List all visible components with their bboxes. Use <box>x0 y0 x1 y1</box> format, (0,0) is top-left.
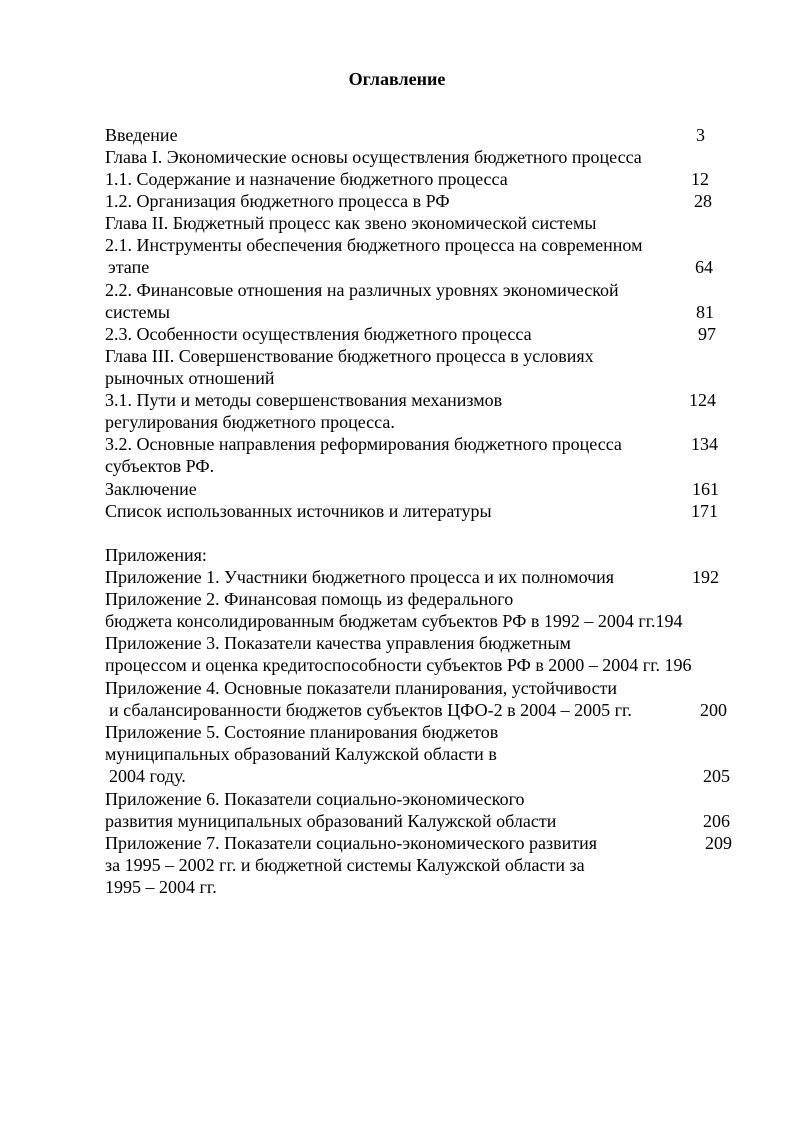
toc-entry-3-1-line1: 3.1. Пути и методы совершенствования механизмов <box>105 390 503 410</box>
appendix-6-page: 206 <box>703 811 730 831</box>
toc-entry-2-1-line2: этапе <box>108 257 150 277</box>
appendix-2-line2: бюджета консолидированным бюджетам субъектов РФ в 1992 – 2004 гг.194 <box>105 611 683 631</box>
toc-page-3-2: 134 <box>691 434 718 454</box>
appendix-5-line3: 2004 году. <box>109 766 186 786</box>
toc-entry-3-2-line1: 3.2. Основные направления реформирования бюджетного процесса <box>105 434 622 454</box>
toc-entry-2-3: 2.3. Особенности осуществления бюджетного процесса <box>105 324 532 344</box>
toc-entry-3-2-line2: субъектов РФ. <box>105 456 215 476</box>
toc-chapter-3-line1: Глава III. Совершенствование бюджетного процесса в условиях <box>105 346 594 366</box>
toc-chapter-3-line2: рыночных отношений <box>105 368 275 388</box>
toc-page-2-2: 81 <box>696 302 714 322</box>
toc-entry-2-2-line1: 2.2. Финансовые отношения на различных уровнях экономической <box>105 280 619 300</box>
appendices-heading: Приложения: <box>105 545 207 565</box>
appendix-6-line2: развития муниципальных образований Калужской области <box>105 811 557 831</box>
toc-page-1-2: 28 <box>694 191 712 211</box>
toc-page-intro: 3 <box>696 125 705 145</box>
toc-page-2-3: 97 <box>698 324 716 344</box>
appendix-7-line3: 1995 – 2004 гг. <box>105 877 217 897</box>
toc-chapter-2: Глава II. Бюджетный процесс как звено экономической системы <box>105 213 597 233</box>
appendix-4-line1: Приложение 4. Основные показатели планирования, устойчивости <box>105 678 618 698</box>
toc-entry-2-2-line2: системы <box>105 302 170 322</box>
appendix-5-line2: муниципальных образований Калужской области в <box>105 744 497 764</box>
toc-page-conclusion: 161 <box>692 479 719 499</box>
appendix-5-page: 205 <box>703 766 730 786</box>
toc-entry-1-2: 1.2. Организация бюджетного процесса в РФ <box>105 191 450 211</box>
appendix-5-line1: Приложение 5. Состояние планирования бюджетов <box>105 722 499 742</box>
appendix-3-line2: процессом и оценка кредитоспособности субъектов РФ в 2000 – 2004 гг. 196 <box>105 655 692 675</box>
appendix-4-page: 200 <box>700 700 727 720</box>
appendix-3-line1: Приложение 3. Показатели качества управления бюджетным <box>105 633 571 653</box>
appendix-7-page: 209 <box>705 833 732 853</box>
appendix-7-line1: Приложение 7. Показатели социально-экономического развития <box>105 833 598 853</box>
appendix-1-page: 192 <box>692 567 719 587</box>
toc-entry-intro: Введение <box>105 125 178 145</box>
appendix-6-line1: Приложение 6. Показатели социально-экономического <box>105 789 525 809</box>
toc-page-3-1: 124 <box>689 390 716 410</box>
toc-chapter-1: Глава I. Экономические основы осуществления бюджетного процесса <box>105 147 642 167</box>
appendix-2-line1: Приложение 2. Финансовая помощь из федерального <box>105 589 514 609</box>
toc-entry-references: Список использованных источников и литературы <box>105 501 492 521</box>
appendix-1: Приложение 1. Участники бюджетного процесса и их полномочия <box>105 567 615 587</box>
toc-page-1-1: 12 <box>691 169 709 189</box>
appendix-7-line2: за 1995 – 2002 гг. и бюджетной системы Калужской области за <box>105 855 585 875</box>
toc-entry-1-1: 1.1. Содержание и назначение бюджетного процесса <box>105 169 508 189</box>
toc-page-references: 171 <box>691 501 718 521</box>
toc-page-2-1: 64 <box>695 257 713 277</box>
toc-entry-3-1-line2: регулирования бюджетного процесса. <box>105 412 395 432</box>
page-title: Оглавление <box>348 69 446 89</box>
toc-entry-conclusion: Заключение <box>105 479 197 499</box>
appendix-4-line2: и сбалансированности бюджетов субъектов ЦФО-2 в 2004 – 2005 гг. <box>109 700 632 720</box>
toc-entry-2-1-line1: 2.1. Инструменты обеспечения бюджетного процесса на современном <box>105 235 643 255</box>
